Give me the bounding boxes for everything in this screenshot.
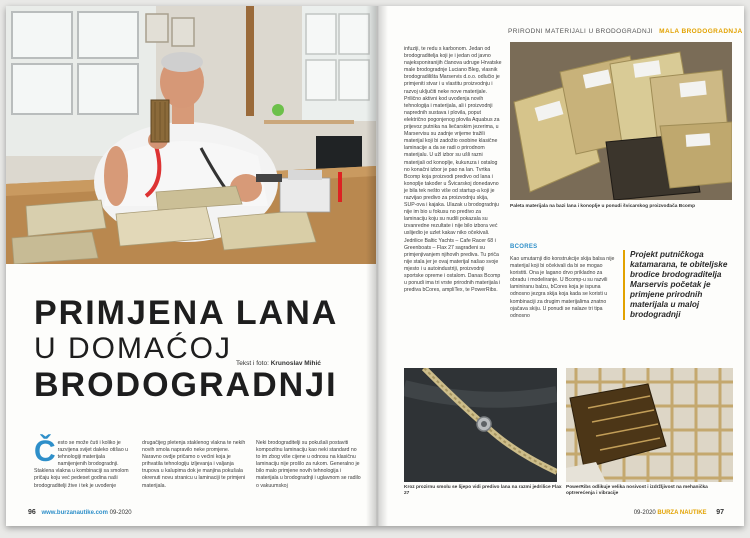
photo-powerribs bbox=[566, 368, 733, 482]
body-column-1 bbox=[34, 435, 134, 490]
left-footer bbox=[28, 509, 132, 516]
body-column-2: drugačijeg pletenja staklenog vlakna te nekih novih smola napravilo neke promjene. Naravno ovdje pričamo o većini koja je prihvatila tehnologiju izljevanja i valjanja trupova u kalupima dok je manjina pokušala okrenuti novu stranicu u laminaciji te primjeni materijala. bbox=[142, 440, 246, 489]
magazine-spread bbox=[6, 6, 744, 526]
powerribs-illustration bbox=[566, 368, 733, 482]
credit-name: Krunoslav Mihić bbox=[270, 360, 321, 367]
title-line-3: BRODOGRADNJI bbox=[34, 366, 338, 404]
right-footer bbox=[634, 509, 728, 516]
section-label: PRIRODNI MATERIJALI U BRODOGRADNJI bbox=[508, 28, 653, 35]
hero-photo bbox=[6, 6, 376, 264]
right-page bbox=[376, 6, 744, 526]
drop-cap: Č bbox=[34, 435, 56, 468]
photo-material-samples bbox=[510, 42, 732, 200]
caption-bottom-left: Kroz prozirnu smolu se lijepo vidi predivo lana na razmi jedrilice Flax 27 bbox=[404, 485, 562, 496]
article-title bbox=[34, 296, 338, 402]
footer-url: www.burzanautike.com bbox=[41, 510, 108, 516]
hero-photo-illustration bbox=[6, 6, 376, 264]
body-column-main: infuziji, te redu s karbonom. Jedan od brodograditelja koji je i jedan od javno najeksponiranijih članova udruge Hrvatske male brodogradnje Luciano Bleg, vlasnik brodogradilišta Marservis d.o.o. odlučio je primjeniti stvar i u vlastitu proizvodnju i razvoj uključiti neke nove materijale. Prilično aktivni kod uvođenja novih tehnologija i materijala, ali i proizvodnji naprednih sustava i plovila, poput električno pogonjenog plovila Aquabus za prijevoz putnika na liečarskim jezerima, u Marservisu su zadnje vrijeme tražili materijal koji bi zadožio osobine klasične laminacije a da se radi o prirodnom materijalu. U užl izbor su ušli razni materijali od konoplje, kukuruza i ostalog no konačni izbor je pao na lan. Tvrtka Bcomp koja proizvodi predivo od lana i konoplje također u Švicarskoj donedavno je bila tek nešto više od startup-a koji je razvijao predivo za proizvodnju skija, SUP-ova i kajaka. Ulazak u brodogradnju nije im bio u fokusu no predivo za laminaciju koju su nudili pokazala su izvanredne rezultate i nije bilo izbora već uslijedio je uzlet kakav niko očekivali. Jedrilice Baltic Yachts – Cafe Racer 68 i Greenboats – Flax 27 sagrađeni su primjenjivanjem njihovih prediva. Tu priča nije stala jer je ovaj materijal našao svoje mjesto i u autoindustriji, proizvodnji sportske opreme i ostalom. Danas Bcomp u ponudi ima tri vrste prirodnih materijala i prediva bCores, ampliTex, te PowerRibs. bbox=[404, 46, 502, 294]
footer-date-right: 09-2020 bbox=[633, 510, 656, 516]
samples-illustration bbox=[510, 42, 732, 200]
caption-bottom-right: PowerRibs odlikuje velika nosivost i izdržljivost na mehanička optrerećenja i vibracije bbox=[566, 485, 708, 496]
footer-tag: BURZA NAUTIKE bbox=[657, 510, 707, 516]
caption-top: Paleta materijala na bazi lana i konoplje u ponudi švicarskog proizvođača Bcomp bbox=[510, 204, 695, 209]
credit-label: Tekst i foto: bbox=[236, 360, 269, 367]
rope-illustration bbox=[404, 368, 557, 482]
page-number-left: 96 bbox=[28, 509, 36, 516]
photo-flax-rope bbox=[404, 368, 557, 482]
subhead-bcores: BCORES bbox=[510, 244, 538, 250]
section-header bbox=[508, 28, 743, 35]
section-accent: MALA BRODOGRADNJA bbox=[659, 28, 743, 35]
body-column-3: Neki brodograditelji su pokušali postaviti kompozitnu laminaciju kao neki standard no to im zbog više cijene u odnosu na klasičnu laminaciju nije prošlo za rukom. Generalno je bilo malo primjene novih tehnologija i materijala u brodogradnji i uglavnom se radilo o vakuumskoj bbox=[256, 440, 361, 489]
body-column-bcores: Kao umutarnji dio konstrukcije skija balsa nije materijal koji bi očekivali da bi se mogao koristiti. Ona je lagano drvo prikladno za obradu i modeliranje. U Bcomp-u su razvili laminiranu balzu, bCores koja je ispuna odnosno jezgra skija koja kada se koristi u kombinaciji za drugim materijalima znatno ojačava skiju. U ponudi se nalaze tri tipa odnosno bbox=[510, 256, 615, 319]
title-line-2: U DOMAĆOJ bbox=[34, 332, 232, 365]
left-page bbox=[6, 6, 376, 526]
footer-date-left: 09-2020 bbox=[109, 510, 132, 516]
title-line-1: PRIMJENA LANA bbox=[34, 294, 339, 332]
body-column-1-text: esto se može čuti i koliko je razvijena svijet daleko otišao u tehnologiji materijala namijenjenih brodogradnji. Staklena vlakna u kombinaciji sa smolom pričaju koju već pedeset godina naši brodograditelji žive i tek je uvođenje bbox=[34, 440, 129, 489]
author-credit bbox=[236, 360, 321, 367]
pull-quote: Projekt putničkoga katamarana, te obiteljske brodice brodograditelja Marservis početak je primjene prirodnih materijala u maloj brodogradnji bbox=[623, 250, 733, 320]
page-number-right: 97 bbox=[716, 509, 724, 516]
